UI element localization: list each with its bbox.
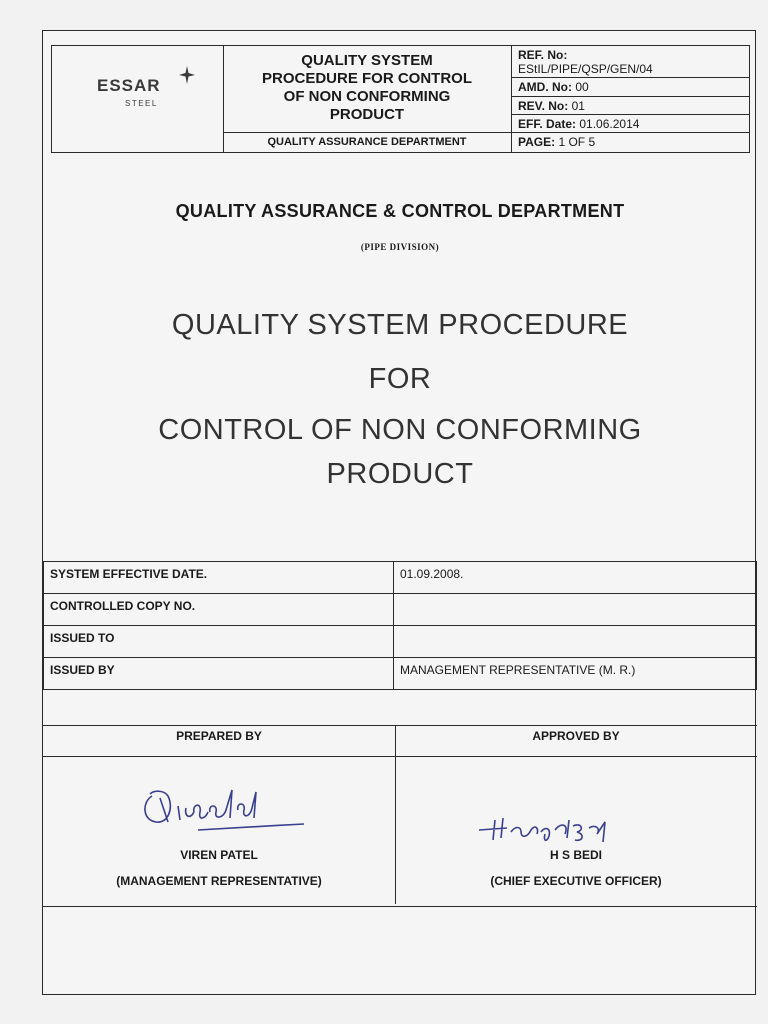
header-title-cell: [223, 46, 512, 133]
table-row: [44, 594, 757, 626]
approved-by-role: (CHIEF EXECUTIVE OFFICER): [490, 874, 662, 888]
header-title-line: QUALITY SYSTEM: [301, 52, 433, 69]
amd-label: AMD. No:: [518, 80, 572, 94]
rev-label: REV. No:: [518, 99, 569, 113]
amd-row: [511, 78, 749, 97]
division-label: (PIPE DIVISION): [360, 242, 440, 252]
table-row: [44, 626, 757, 658]
approved-by-label: APPROVED BY: [395, 726, 757, 757]
page-label: PAGE:: [518, 135, 556, 149]
controlled-copy-label: CONTROLLED COPY NO.: [44, 594, 394, 626]
amd-value: 00: [575, 80, 589, 94]
main-title-line: FOR: [368, 363, 432, 395]
logo-subtitle: STEEL: [125, 99, 158, 108]
document-page: [42, 30, 756, 995]
signature-table: [43, 725, 757, 907]
rev-value: 01: [571, 99, 585, 113]
main-title-line: CONTROL OF NON CONFORMING: [158, 414, 642, 446]
logo-cell: [52, 46, 224, 152]
main-title-line: QUALITY SYSTEM PROCEDURE: [171, 309, 629, 341]
prepared-by-name: VIREN PATEL: [180, 848, 258, 862]
approved-signature-image: [477, 812, 637, 846]
page-value: 1 OF 5: [558, 135, 596, 149]
prepared-signature-image: [138, 782, 308, 834]
eff-date-value: 01.06.2014: [579, 117, 640, 131]
essar-star-icon: [179, 66, 195, 84]
eff-date-row: [511, 115, 749, 133]
system-effective-date-value: 01.09.2008.: [394, 562, 757, 594]
issued-by-value: MANAGEMENT REPRESENTATIVE (M. R.): [394, 658, 757, 690]
approved-by-name: H S BEDI: [549, 848, 602, 862]
eff-date-label: EFF. Date:: [518, 117, 577, 131]
ref-label: REF. No:: [518, 48, 568, 62]
prepared-by-role: (MANAGEMENT REPRESENTATIVE): [116, 874, 322, 888]
approved-by-column: [395, 726, 757, 904]
rev-row: [511, 97, 749, 115]
department-heading: QUALITY ASSURANCE & CONTROL DEPARTMENT: [175, 201, 625, 221]
logo-wordmark: ESSAR: [97, 76, 161, 95]
header-title-line: PROCEDURE FOR CONTROL: [262, 70, 472, 87]
table-row: [44, 562, 757, 594]
info-table: [43, 561, 757, 690]
prepared-by-column: [43, 726, 396, 904]
system-effective-date-label: SYSTEM EFFECTIVE DATE.: [44, 562, 394, 594]
main-title-line: PRODUCT: [326, 458, 474, 490]
ref-value: EStIL/PIPE/QSP/GEN/04: [518, 62, 653, 76]
reference-column: [511, 46, 749, 152]
issued-by-label: ISSUED BY: [44, 658, 394, 690]
prepared-by-label: PREPARED BY: [43, 726, 395, 757]
issued-to-label: ISSUED TO: [44, 626, 394, 658]
header-table: [51, 45, 750, 153]
ref-row: [511, 46, 749, 78]
header-title-line: PRODUCT: [329, 106, 405, 123]
issued-to-value: [394, 626, 757, 658]
header-department-cell: [223, 132, 512, 152]
header-department: QUALITY ASSURANCE DEPARTMENT: [267, 136, 467, 148]
page-row: [511, 133, 749, 152]
controlled-copy-value: [394, 594, 757, 626]
header-title-line: OF NON CONFORMING: [283, 88, 451, 105]
table-row: [44, 658, 757, 690]
header-title: [223, 52, 511, 124]
